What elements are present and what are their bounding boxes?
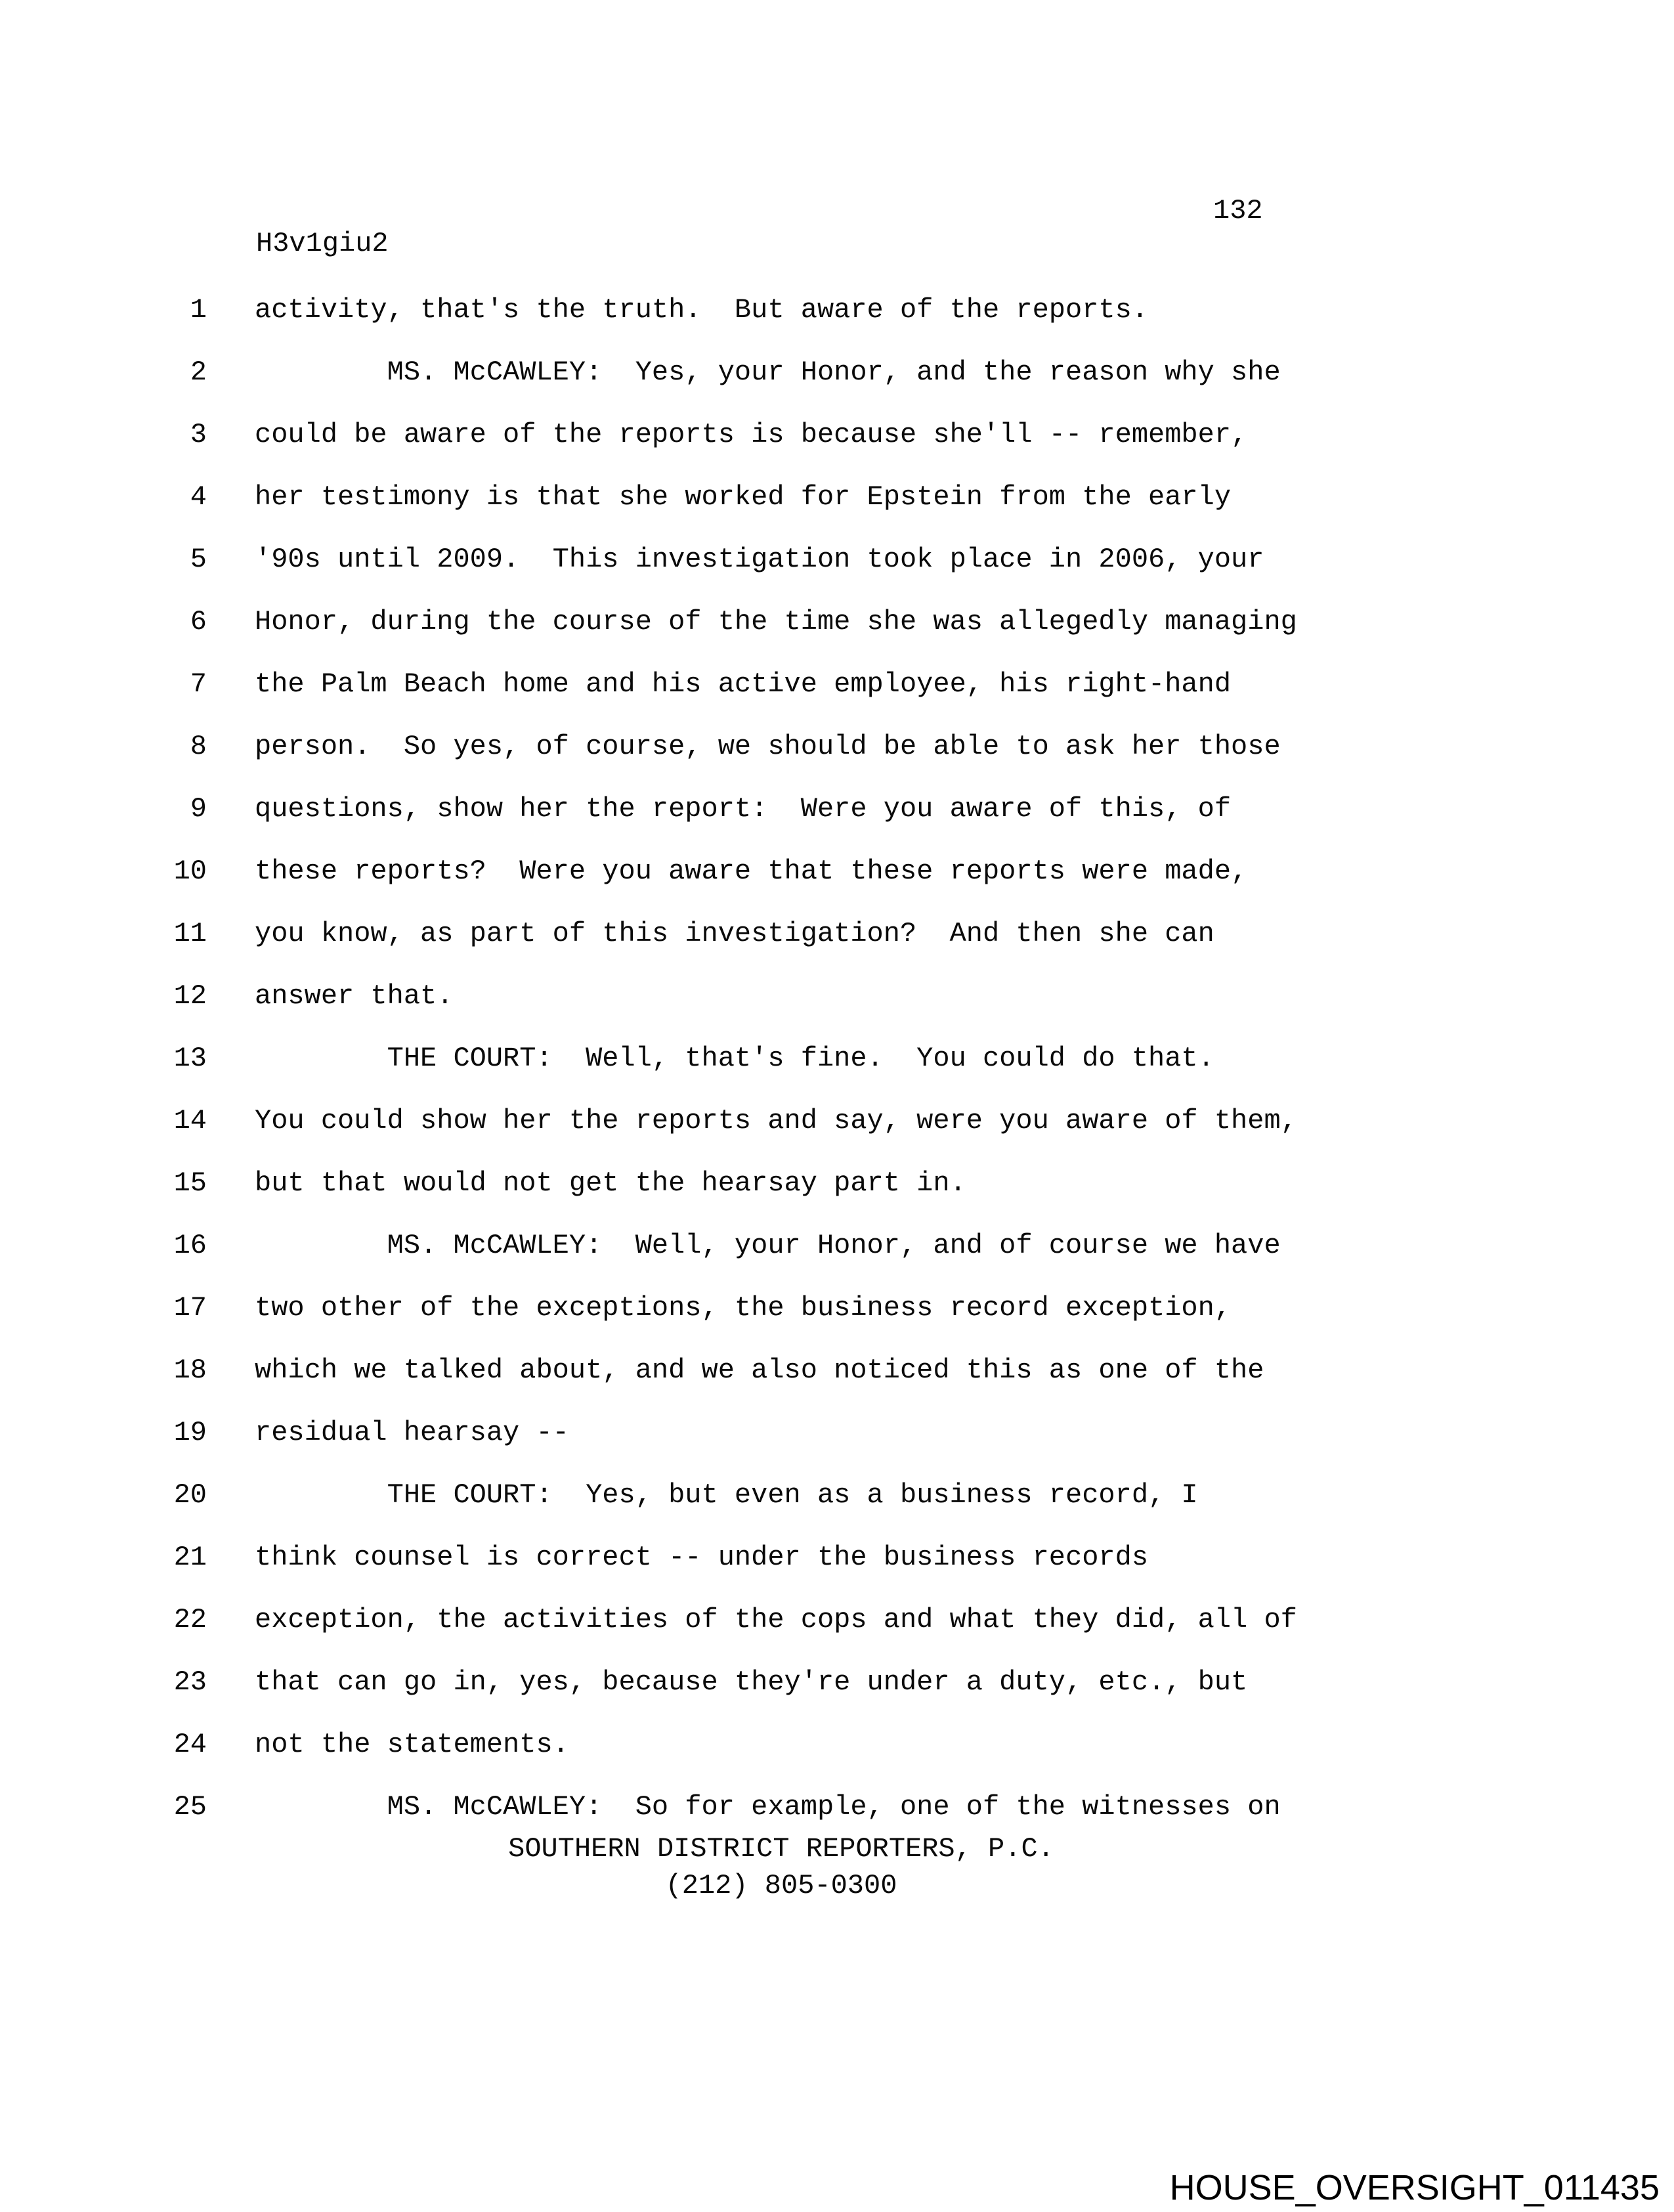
line-number: 17 [173, 1292, 207, 1324]
transcript-line [0, 1604, 1674, 1666]
line-text: MS. McCAWLEY: Well, your Honor, and of course we have [255, 1230, 1281, 1261]
line-text: MS. McCAWLEY: So for example, one of the witnesses on [255, 1791, 1281, 1823]
transcript-line [0, 419, 1674, 481]
page-number: 132 [1213, 195, 1263, 227]
line-text: her testimony is that she worked for Epstein from the early [255, 481, 1232, 513]
line-text: two other of the exceptions, the business record exception, [255, 1292, 1232, 1324]
transcript-line [0, 1167, 1674, 1230]
transcript-line [0, 731, 1674, 793]
transcript-line [0, 1417, 1674, 1479]
transcript-lines [0, 294, 1674, 1854]
transcript-line [0, 357, 1674, 419]
line-number: 15 [173, 1167, 207, 1199]
line-number: 6 [190, 606, 207, 638]
line-number: 23 [173, 1666, 207, 1698]
transcript-line [0, 856, 1674, 918]
line-number: 19 [173, 1417, 207, 1448]
line-text: the Palm Beach home and his active employee, his right-hand [255, 668, 1232, 700]
transcript-line [0, 1542, 1674, 1604]
line-text: You could show her the reports and say, were you aware of them, [255, 1105, 1297, 1137]
line-text: THE COURT: Well, that's fine. You could do that. [255, 1043, 1214, 1074]
transcript-line [0, 606, 1674, 668]
transcript-line [0, 1292, 1674, 1355]
transcript-line [0, 980, 1674, 1043]
line-number: 20 [173, 1479, 207, 1511]
line-text: MS. McCAWLEY: Yes, your Honor, and the reason why she [255, 357, 1281, 388]
line-number: 14 [173, 1105, 207, 1137]
line-text: '90s until 2009. This investigation took place in 2006, your [255, 544, 1264, 575]
line-number: 13 [173, 1043, 207, 1074]
footer-phone: (212) 805-0300 [665, 1870, 897, 1901]
transcript-line [0, 1230, 1674, 1292]
line-text: THE COURT: Yes, but even as a business record, I [255, 1479, 1198, 1511]
transcript-line [0, 481, 1674, 544]
line-number: 25 [173, 1791, 207, 1823]
line-text: you know, as part of this investigation? And then she can [255, 918, 1214, 949]
footer-reporter-name: SOUTHERN DISTRICT REPORTERS, P.C. [508, 1833, 1054, 1865]
line-text: not the statements. [255, 1729, 569, 1760]
line-text: answer that. [255, 980, 454, 1012]
transcript-line [0, 1355, 1674, 1417]
transcript-session-id: H3v1giu2 [256, 228, 389, 259]
bates-number-watermark: HOUSE_OVERSIGHT_011435 [1169, 2168, 1660, 2207]
transcript-line [0, 668, 1674, 731]
line-text: these reports? Were you aware that these reports were made, [255, 856, 1248, 887]
line-text: could be aware of the reports is because she'll -- remember, [255, 419, 1248, 450]
line-number: 12 [173, 980, 207, 1012]
transcript-line [0, 294, 1674, 357]
transcript-line [0, 1479, 1674, 1542]
page-footer [255, 1831, 1308, 1904]
line-number: 8 [190, 731, 207, 762]
transcript-line [0, 918, 1674, 980]
line-text: person. So yes, of course, we should be able to ask her those [255, 731, 1281, 762]
line-text: Honor, during the course of the time she was allegedly managing [255, 606, 1297, 638]
transcript-line [0, 544, 1674, 606]
line-number: 4 [190, 481, 207, 513]
line-number: 3 [190, 419, 207, 450]
transcript-line [0, 1043, 1674, 1105]
line-text: activity, that's the truth. But aware of the reports. [255, 294, 1149, 326]
transcript-line [0, 1105, 1674, 1167]
line-number: 5 [190, 544, 207, 575]
line-number: 21 [173, 1542, 207, 1573]
transcript-line [0, 1666, 1674, 1729]
line-text: residual hearsay -- [255, 1417, 569, 1448]
line-text: that can go in, yes, because they're under a duty, etc., but [255, 1666, 1248, 1698]
line-number: 16 [173, 1230, 207, 1261]
line-number: 10 [173, 856, 207, 887]
line-number: 9 [190, 793, 207, 825]
line-number: 24 [173, 1729, 207, 1760]
transcript-line [0, 1729, 1674, 1791]
line-number: 18 [173, 1355, 207, 1386]
line-text: exception, the activities of the cops and what they did, all of [255, 1604, 1297, 1636]
line-number: 1 [190, 294, 207, 326]
transcript-line [0, 793, 1674, 856]
line-text: but that would not get the hearsay part in. [255, 1167, 966, 1199]
line-number: 22 [173, 1604, 207, 1636]
line-text: think counsel is correct -- under the business records [255, 1542, 1149, 1573]
line-number: 2 [190, 357, 207, 388]
line-number: 7 [190, 668, 207, 700]
line-text: questions, show her the report: Were you aware of this, of [255, 793, 1232, 825]
line-number: 11 [173, 918, 207, 949]
line-text: which we talked about, and we also noticed this as one of the [255, 1355, 1264, 1386]
